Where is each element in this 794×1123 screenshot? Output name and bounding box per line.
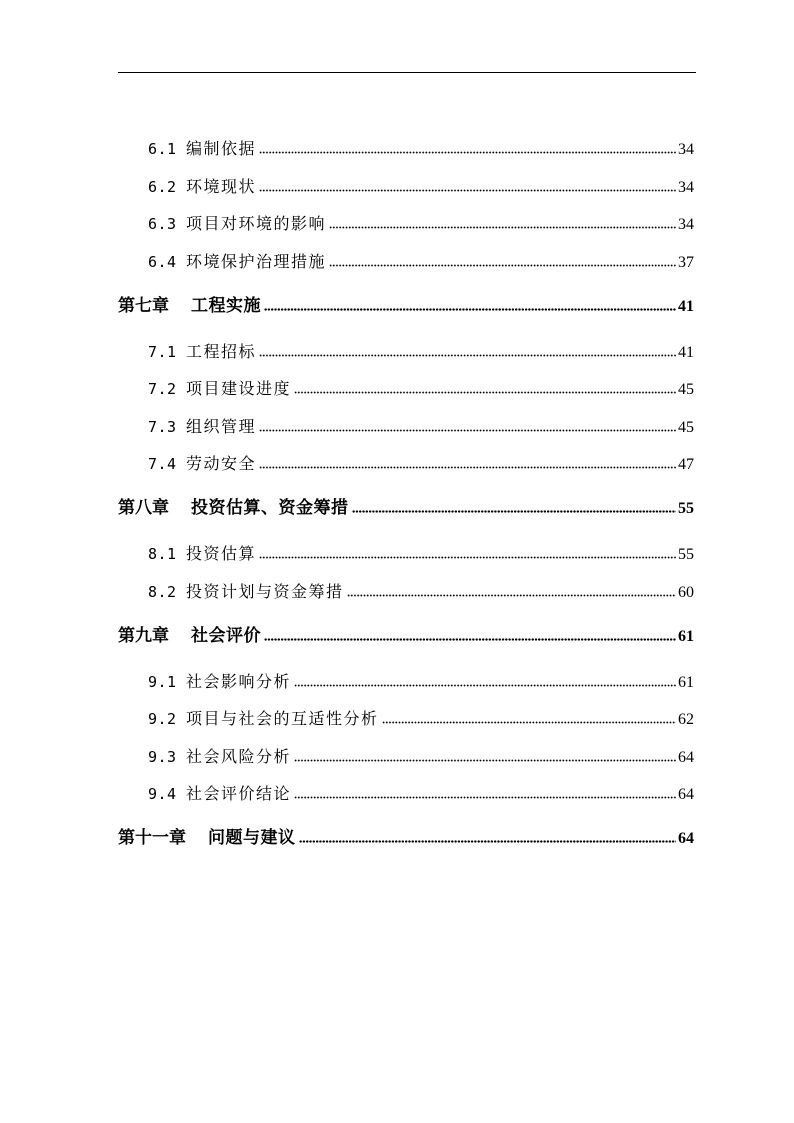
toc-section-row	[118, 700, 694, 738]
section-title: 社会风险分析	[186, 746, 292, 766]
toc-section-row	[118, 738, 694, 776]
section-title: 项目建设进度	[186, 379, 292, 398]
section-title: 社会评价结论	[186, 784, 292, 803]
section-title: 编制依据	[186, 139, 257, 158]
page-number: 45	[678, 418, 694, 436]
toc-section-row	[118, 445, 694, 483]
page-number: 61	[678, 673, 694, 691]
toc-section-row	[118, 168, 694, 206]
toc-chapter-row	[118, 820, 694, 858]
table-of-contents	[118, 130, 694, 865]
toc-section-row	[118, 573, 694, 611]
leader-dots	[294, 684, 676, 687]
section-title: 项目对环境的影响	[186, 214, 327, 233]
section-title: 社会影响分析	[186, 671, 292, 691]
header-rule	[118, 72, 696, 73]
leader-dots	[329, 264, 676, 267]
section-title: 投资计划与资金筹措	[186, 581, 344, 601]
page-number: 55	[678, 546, 694, 563]
section-number: 8.1	[148, 545, 177, 563]
toc-chapter-row	[118, 490, 694, 528]
toc-section-row	[118, 130, 694, 168]
page-number: 64	[678, 830, 694, 847]
leader-dots	[259, 151, 676, 154]
page-number: 41	[678, 343, 694, 361]
section-title: 环境保护治理措施	[186, 251, 327, 271]
chapter-label: 第八章	[118, 498, 169, 518]
chapter-label: 第七章	[118, 295, 169, 316]
leader-dots	[259, 354, 676, 357]
toc-section-row	[118, 205, 694, 243]
toc-section-row	[118, 408, 694, 446]
section-number: 9.2	[148, 710, 177, 728]
leader-dots	[382, 721, 676, 724]
page-number: 47	[678, 456, 694, 473]
chapter-title: 社会评价	[191, 625, 261, 646]
section-title: 工程招标	[186, 341, 257, 361]
section-number: 9.1	[148, 672, 177, 691]
chapter-label: 第十一章	[118, 828, 186, 848]
chapter-title: 问题与建议	[208, 828, 296, 848]
page-number: 34	[678, 216, 694, 233]
section-number: 6.2	[148, 177, 177, 196]
toc-section-row	[118, 775, 694, 813]
section-title: 组织管理	[186, 416, 257, 436]
toc-chapter-row	[118, 288, 694, 326]
toc-section-row	[118, 243, 694, 281]
chapter-title: 投资估算、资金筹措	[191, 498, 349, 518]
toc-section-row	[118, 663, 694, 701]
leader-dots	[264, 638, 676, 641]
chapter-title: 工程实施	[191, 295, 261, 316]
page-number: 34	[678, 141, 694, 158]
section-number: 9.3	[148, 747, 177, 766]
page-number: 55	[678, 500, 694, 517]
section-number: 8.2	[148, 582, 177, 601]
toc-chapter-row	[118, 618, 694, 656]
page-number: 61	[678, 627, 694, 645]
toc-section-row	[118, 370, 694, 408]
leader-dots	[329, 226, 676, 229]
page-number: 34	[678, 178, 694, 196]
page-number: 45	[678, 381, 694, 398]
section-title: 劳动安全	[186, 454, 257, 473]
leader-dots	[347, 594, 676, 597]
section-title: 项目与社会的互适性分析	[186, 709, 379, 728]
page-number: 37	[678, 253, 694, 271]
leader-dots	[259, 556, 676, 559]
page-number: 64	[678, 748, 694, 766]
leader-dots	[299, 840, 677, 843]
section-number: 7.1	[148, 342, 177, 361]
section-number: 9.4	[148, 785, 177, 803]
leader-dots	[259, 466, 676, 469]
section-number: 7.4	[148, 455, 177, 473]
section-title: 环境现状	[186, 176, 257, 196]
section-title: 投资估算	[186, 544, 257, 563]
page-number: 64	[678, 786, 694, 803]
chapter-label: 第九章	[118, 625, 169, 646]
section-number: 7.3	[148, 417, 177, 436]
section-number: 6.1	[148, 140, 177, 158]
leader-dots	[294, 759, 676, 762]
leader-dots	[294, 796, 676, 799]
toc-section-row	[118, 535, 694, 573]
section-number: 6.3	[148, 215, 177, 233]
page-number: 62	[678, 711, 694, 728]
leader-dots	[259, 189, 676, 192]
page-number: 60	[678, 583, 694, 601]
leader-dots	[352, 510, 677, 513]
leader-dots	[264, 308, 676, 311]
leader-dots	[294, 391, 676, 394]
page-number: 41	[678, 297, 694, 315]
section-number: 7.2	[148, 380, 177, 398]
leader-dots	[259, 429, 676, 432]
section-number: 6.4	[148, 252, 177, 271]
toc-section-row	[118, 333, 694, 371]
